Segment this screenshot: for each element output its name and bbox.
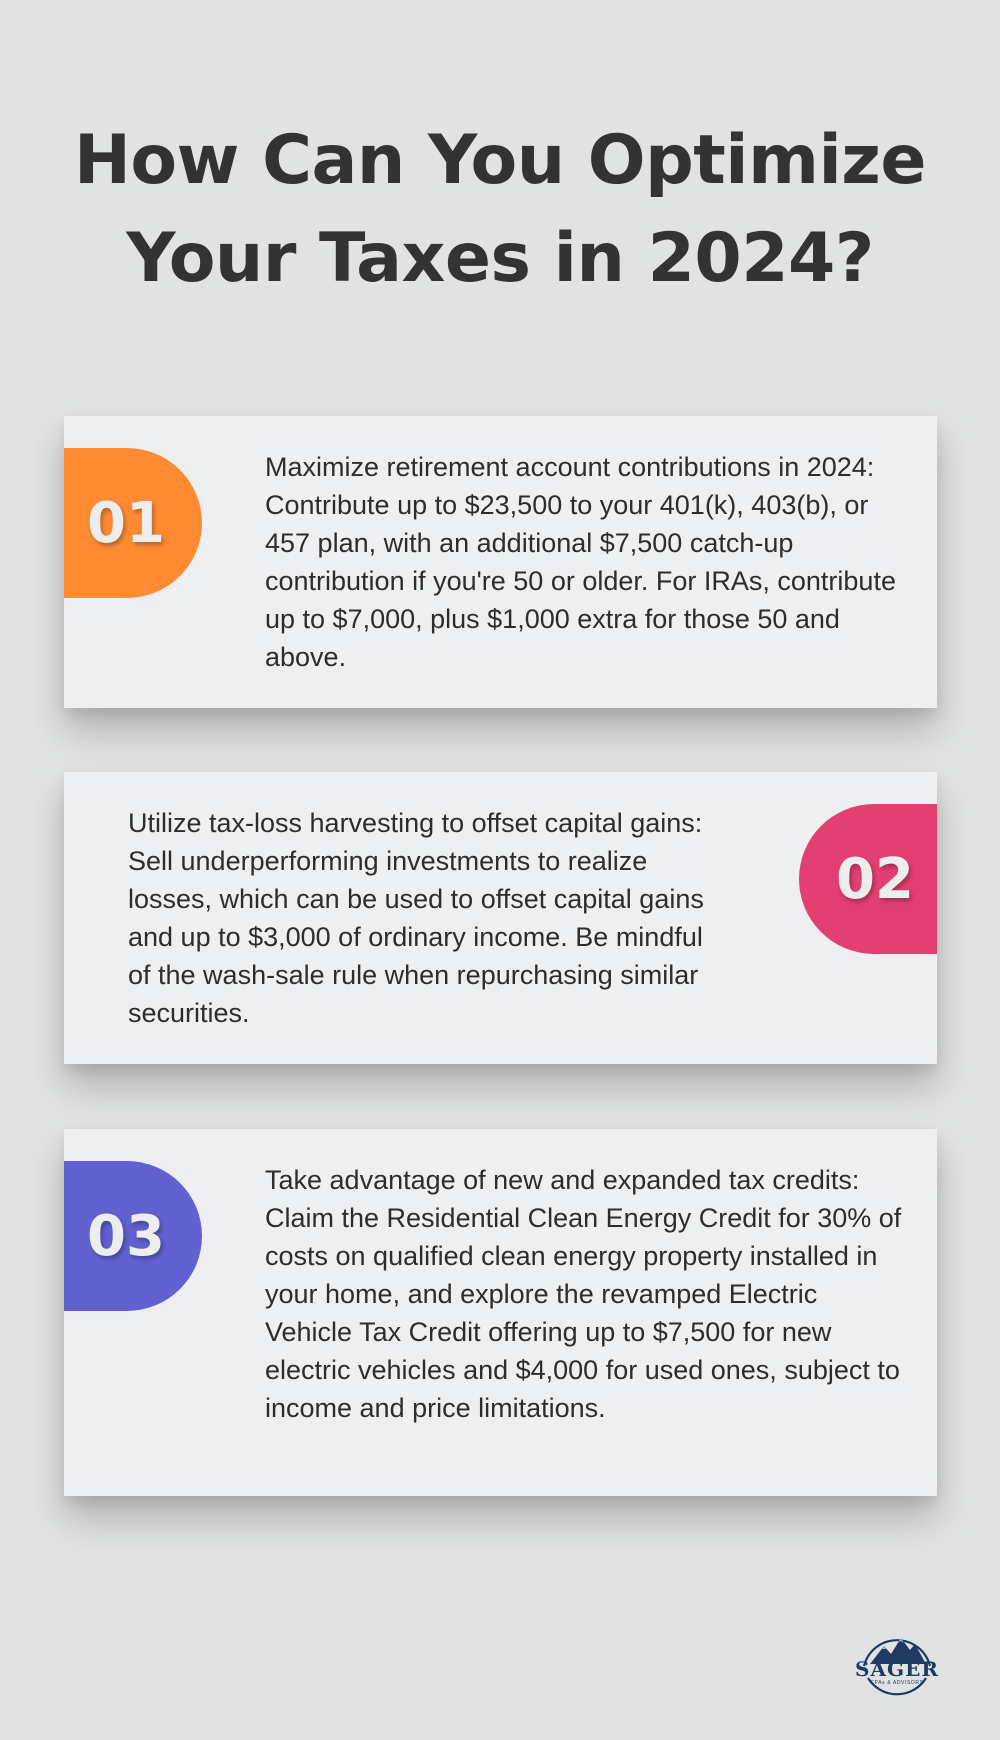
page-title-line-2: Your Taxes in 2024?	[126, 219, 874, 298]
tip-card-1	[64, 416, 937, 708]
page-title	[0, 112, 1000, 308]
tip-text-1: Maximize retirement account contributions in 2024: Contribute up to $23,500 to your 401(k), 403(b), or 457 plan, with an additional $7,500 catch-up contribution if you're 50 or older. For IRAs, contribute up to $7,000, plus $1,000 extra for those 50 and above.	[265, 452, 896, 672]
page-title-line-1: How Can You Optimize	[74, 121, 926, 200]
tip-card-3	[64, 1129, 937, 1496]
logo-wordmark: SAGER	[855, 1657, 939, 1681]
number-badge-3: 03	[64, 1161, 202, 1311]
tip-card-2	[64, 772, 937, 1064]
number-badge-1: 01	[64, 448, 202, 598]
number-badge-2: 02	[799, 804, 937, 954]
tip-text-3: Take advantage of new and expanded tax credits: Claim the Residential Clean Energy Credit for 30% of costs on qualified clean energy property installed in your home, and explore the revamped Electric Vehicle Tax Credit offering up to $7,500 for new electric vehicles and $4,000 for used ones, subject to income and price limitations.	[265, 1165, 902, 1423]
tip-text-2: Utilize tax-loss harvesting to offset capital gains: Sell underperforming investments to realize losses, which can be used to offset capital gains and up to $3,000 of ordinary income. Be mindful of the wash-sale rule when repurchasing similar securities.	[128, 808, 704, 1028]
sager-logo	[852, 1622, 942, 1702]
logo-tagline: CPAs & ADVISORS	[870, 1680, 924, 1686]
